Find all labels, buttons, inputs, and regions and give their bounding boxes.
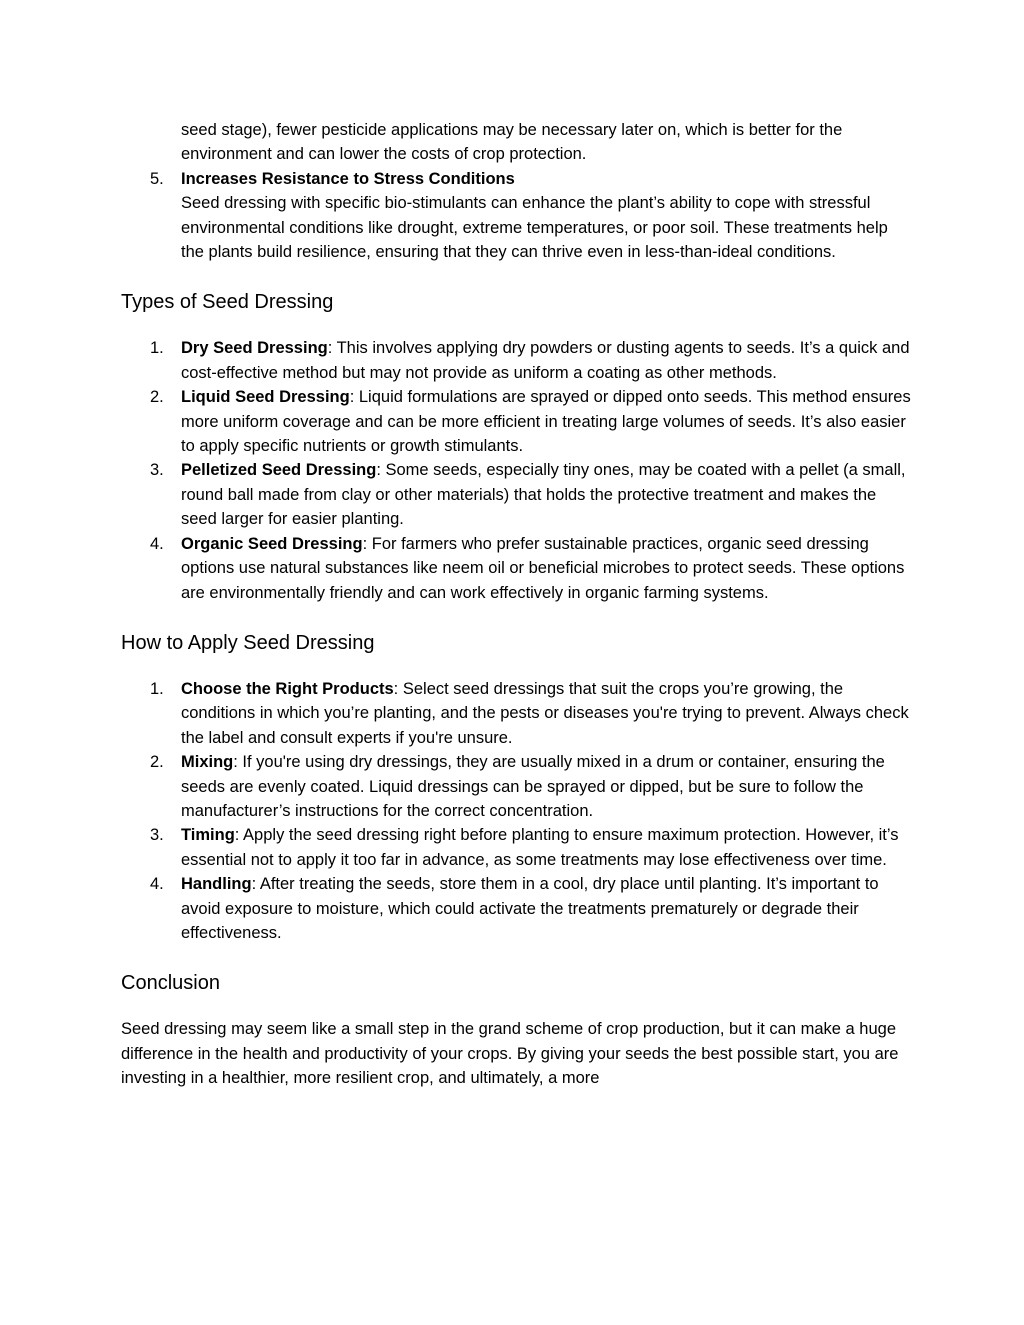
list-item-title: Dry Seed Dressing bbox=[181, 339, 328, 358]
list-item-body: : Select seed dressings that suit the crops you’re growing, the conditions in which you’re planting, and the pests or diseases you're trying to prevent. Always check the label and consult experts if you're unsure. bbox=[181, 679, 909, 747]
list-item-body: : This involves applying dry powders or dusting agents to seeds. It’s a quick and cost-effective method but may not provide as uniform a coating as other methods. bbox=[181, 339, 910, 382]
list-item bbox=[121, 823, 911, 872]
list-item-body: : Apply the seed dressing right before planting to ensure maximum protection. However, it’s essential not to apply it too far in advance, as some treatments may lose effectiveness over time. bbox=[181, 826, 899, 869]
list-number: 3. bbox=[150, 461, 164, 480]
list-number: 3. bbox=[150, 826, 164, 845]
conclusion-heading: Conclusion bbox=[121, 972, 220, 995]
types-heading: Types of Seed Dressing bbox=[121, 291, 334, 314]
list-item bbox=[121, 336, 911, 385]
list-item bbox=[121, 750, 911, 823]
benefit-item-body: Seed dressing with specific bio-stimulants can enhance the plant’s ability to cope with stressful environmental conditions like drought, extreme temperatures, or poor soil. These treatments help the plants build resilience, ensuring that they can thrive even in less-than-ideal conditions. bbox=[181, 194, 888, 262]
list-item-body: : Some seeds, especially tiny ones, may be coated with a pellet (a small, round ball made from clay or other materials) that holds the protective treatment and makes the seed larger for easier planting. bbox=[181, 461, 906, 529]
list-item-title: Timing bbox=[181, 826, 235, 845]
list-item bbox=[121, 385, 911, 458]
list-number: 4. bbox=[150, 534, 164, 553]
list-item-body: : If you're using dry dressings, they are usually mixed in a drum or container, ensuring the seeds are evenly coated. Liquid dressings can be sprayed or dipped, but be sure to follow the manufacturer’s instructions for the correct concentration. bbox=[181, 753, 885, 820]
list-item bbox=[121, 872, 911, 945]
apply-heading: How to Apply Seed Dressing bbox=[121, 631, 375, 654]
list-item-title: Mixing bbox=[181, 753, 234, 772]
apply-list bbox=[121, 677, 911, 945]
intro-continuation: seed stage), fewer pesticide applications may be necessary later on, which is better for the environment and can lower the costs of crop protection. bbox=[181, 121, 843, 164]
list-item-title: Organic Seed Dressing bbox=[181, 534, 363, 553]
conclusion-paragraph: Seed dressing may seem like a small step in the grand scheme of crop production, but it can make a huge difference in the health and productivity of your crops. By giving your seeds the best possible start, you are investing in a healthier, more resilient crop, and ultimately, a more bbox=[121, 1020, 899, 1088]
list-item-title: Liquid Seed Dressing bbox=[181, 388, 350, 407]
list-item-body: : For farmers who prefer sustainable practices, organic seed dressing options use natural substances like neem oil or beneficial microbes to protect seeds. These options are environmentally friendly and can work effectively in organic farming systems. bbox=[181, 534, 905, 602]
list-item-title: Handling bbox=[181, 875, 252, 894]
list-number: 5. bbox=[150, 169, 164, 188]
list-number: 2. bbox=[150, 388, 164, 407]
list-item bbox=[121, 458, 911, 531]
list-item-title: Pelletized Seed Dressing bbox=[181, 461, 377, 480]
list-number: 1. bbox=[150, 679, 164, 698]
list-item bbox=[121, 677, 911, 750]
list-number: 2. bbox=[150, 753, 164, 772]
list-item-title: Choose the Right Products bbox=[181, 679, 394, 698]
benefit-item-title: Increases Resistance to Stress Conditions bbox=[181, 169, 515, 188]
list-item-body: : Liquid formulations are sprayed or dipped onto seeds. This method ensures more uniform coverage and can be more efficient in treating large volumes of seeds. It’s also easier to apply specific nutrients or growth stimulants. bbox=[181, 388, 911, 456]
benefit-item-5 bbox=[121, 167, 911, 265]
list-item bbox=[121, 532, 911, 605]
list-item-body: : After treating the seeds, store them in a cool, dry place until planting. It’s important to avoid exposure to moisture, which could activate the treatments prematurely or degrade their effectiveness. bbox=[181, 875, 879, 942]
list-number: 4. bbox=[150, 875, 164, 894]
types-list bbox=[121, 336, 911, 604]
list-number: 1. bbox=[150, 339, 164, 358]
document-page bbox=[121, 118, 911, 1091]
